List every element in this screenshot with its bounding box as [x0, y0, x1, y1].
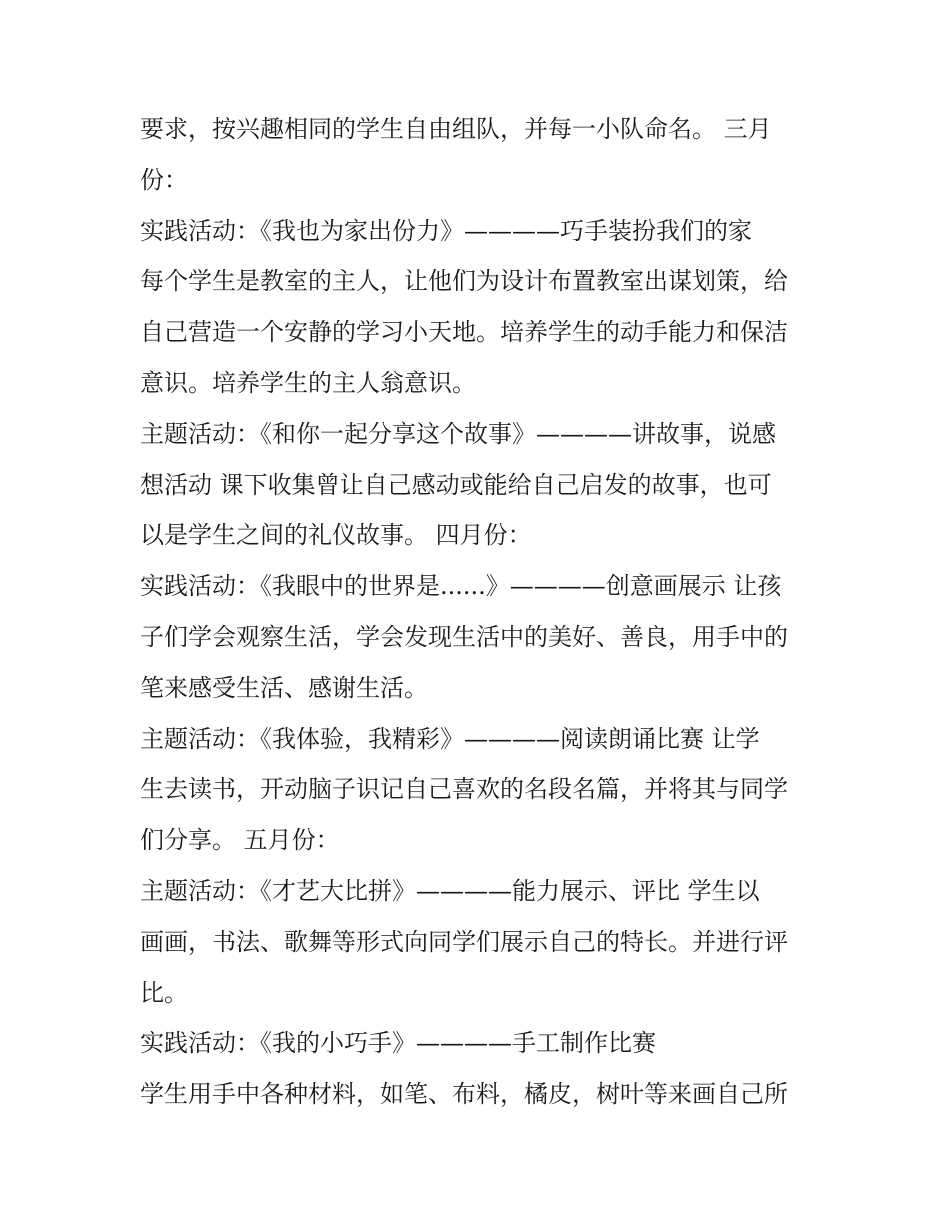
- text-line-8: 想活动 课下收集曾让自己感动或能给自己启发的故事，也可: [140, 470, 772, 499]
- text-line-5: 自己营造一个安静的学习小天地。培养学生的动手能力和保洁: [140, 318, 788, 347]
- body-text: [140, 104, 820, 1120]
- text-line-3: 实践活动：《我也为家出份力》————巧手装扮我们的家: [140, 216, 752, 245]
- text-line-11: 子们学会观察生活，学会发现生活中的美好、善良，用手中的: [140, 622, 788, 651]
- text-line-20: 学生用手中各种材料，如笔、布料，橘皮，树叶等来画自己所: [140, 1080, 788, 1109]
- text-line-16: 主题活动：《才艺大比拼》————能力展示、评比 学生以: [140, 876, 760, 905]
- text-line-7: 主题活动：《和你一起分享这个故事》————讲故事，说感: [140, 419, 776, 448]
- text-line-4: 每个学生是教室的主人，让他们为设计布置教室出谋划策，给: [140, 267, 788, 296]
- text-line-1: 要求，按兴趣相同的学生自由组队，并每一小队命名。 三月: [140, 115, 772, 143]
- text-line-14: 生去读书，开动脑子识记自己喜欢的名段名篇，并将其与同学: [140, 775, 788, 804]
- text-line-9: 以是学生之间的礼仪故事。 四月份：: [140, 521, 532, 550]
- text-line-6: 意识。培养学生的主人翁意识。: [140, 368, 476, 397]
- text-line-10: 实践活动：《我眼中的世界是......》————创意画展示 让孩: [140, 572, 782, 601]
- text-line-17: 画画，书法、歌舞等形式向同学们展示自己的特长。并进行评: [140, 927, 788, 956]
- text-line-13: 主题活动：《我体验，我精彩》————阅读朗诵比赛 让学: [140, 724, 760, 753]
- text-line-12: 笔来感受生活、感谢生活。: [140, 673, 428, 702]
- text-line-2: 份：: [140, 165, 188, 194]
- text-line-19: 实践活动：《我的小巧手》————手工制作比赛: [140, 1029, 656, 1058]
- text-line-15: 们分享。 五月份：: [140, 826, 340, 855]
- text-line-18: 比。: [140, 978, 188, 1007]
